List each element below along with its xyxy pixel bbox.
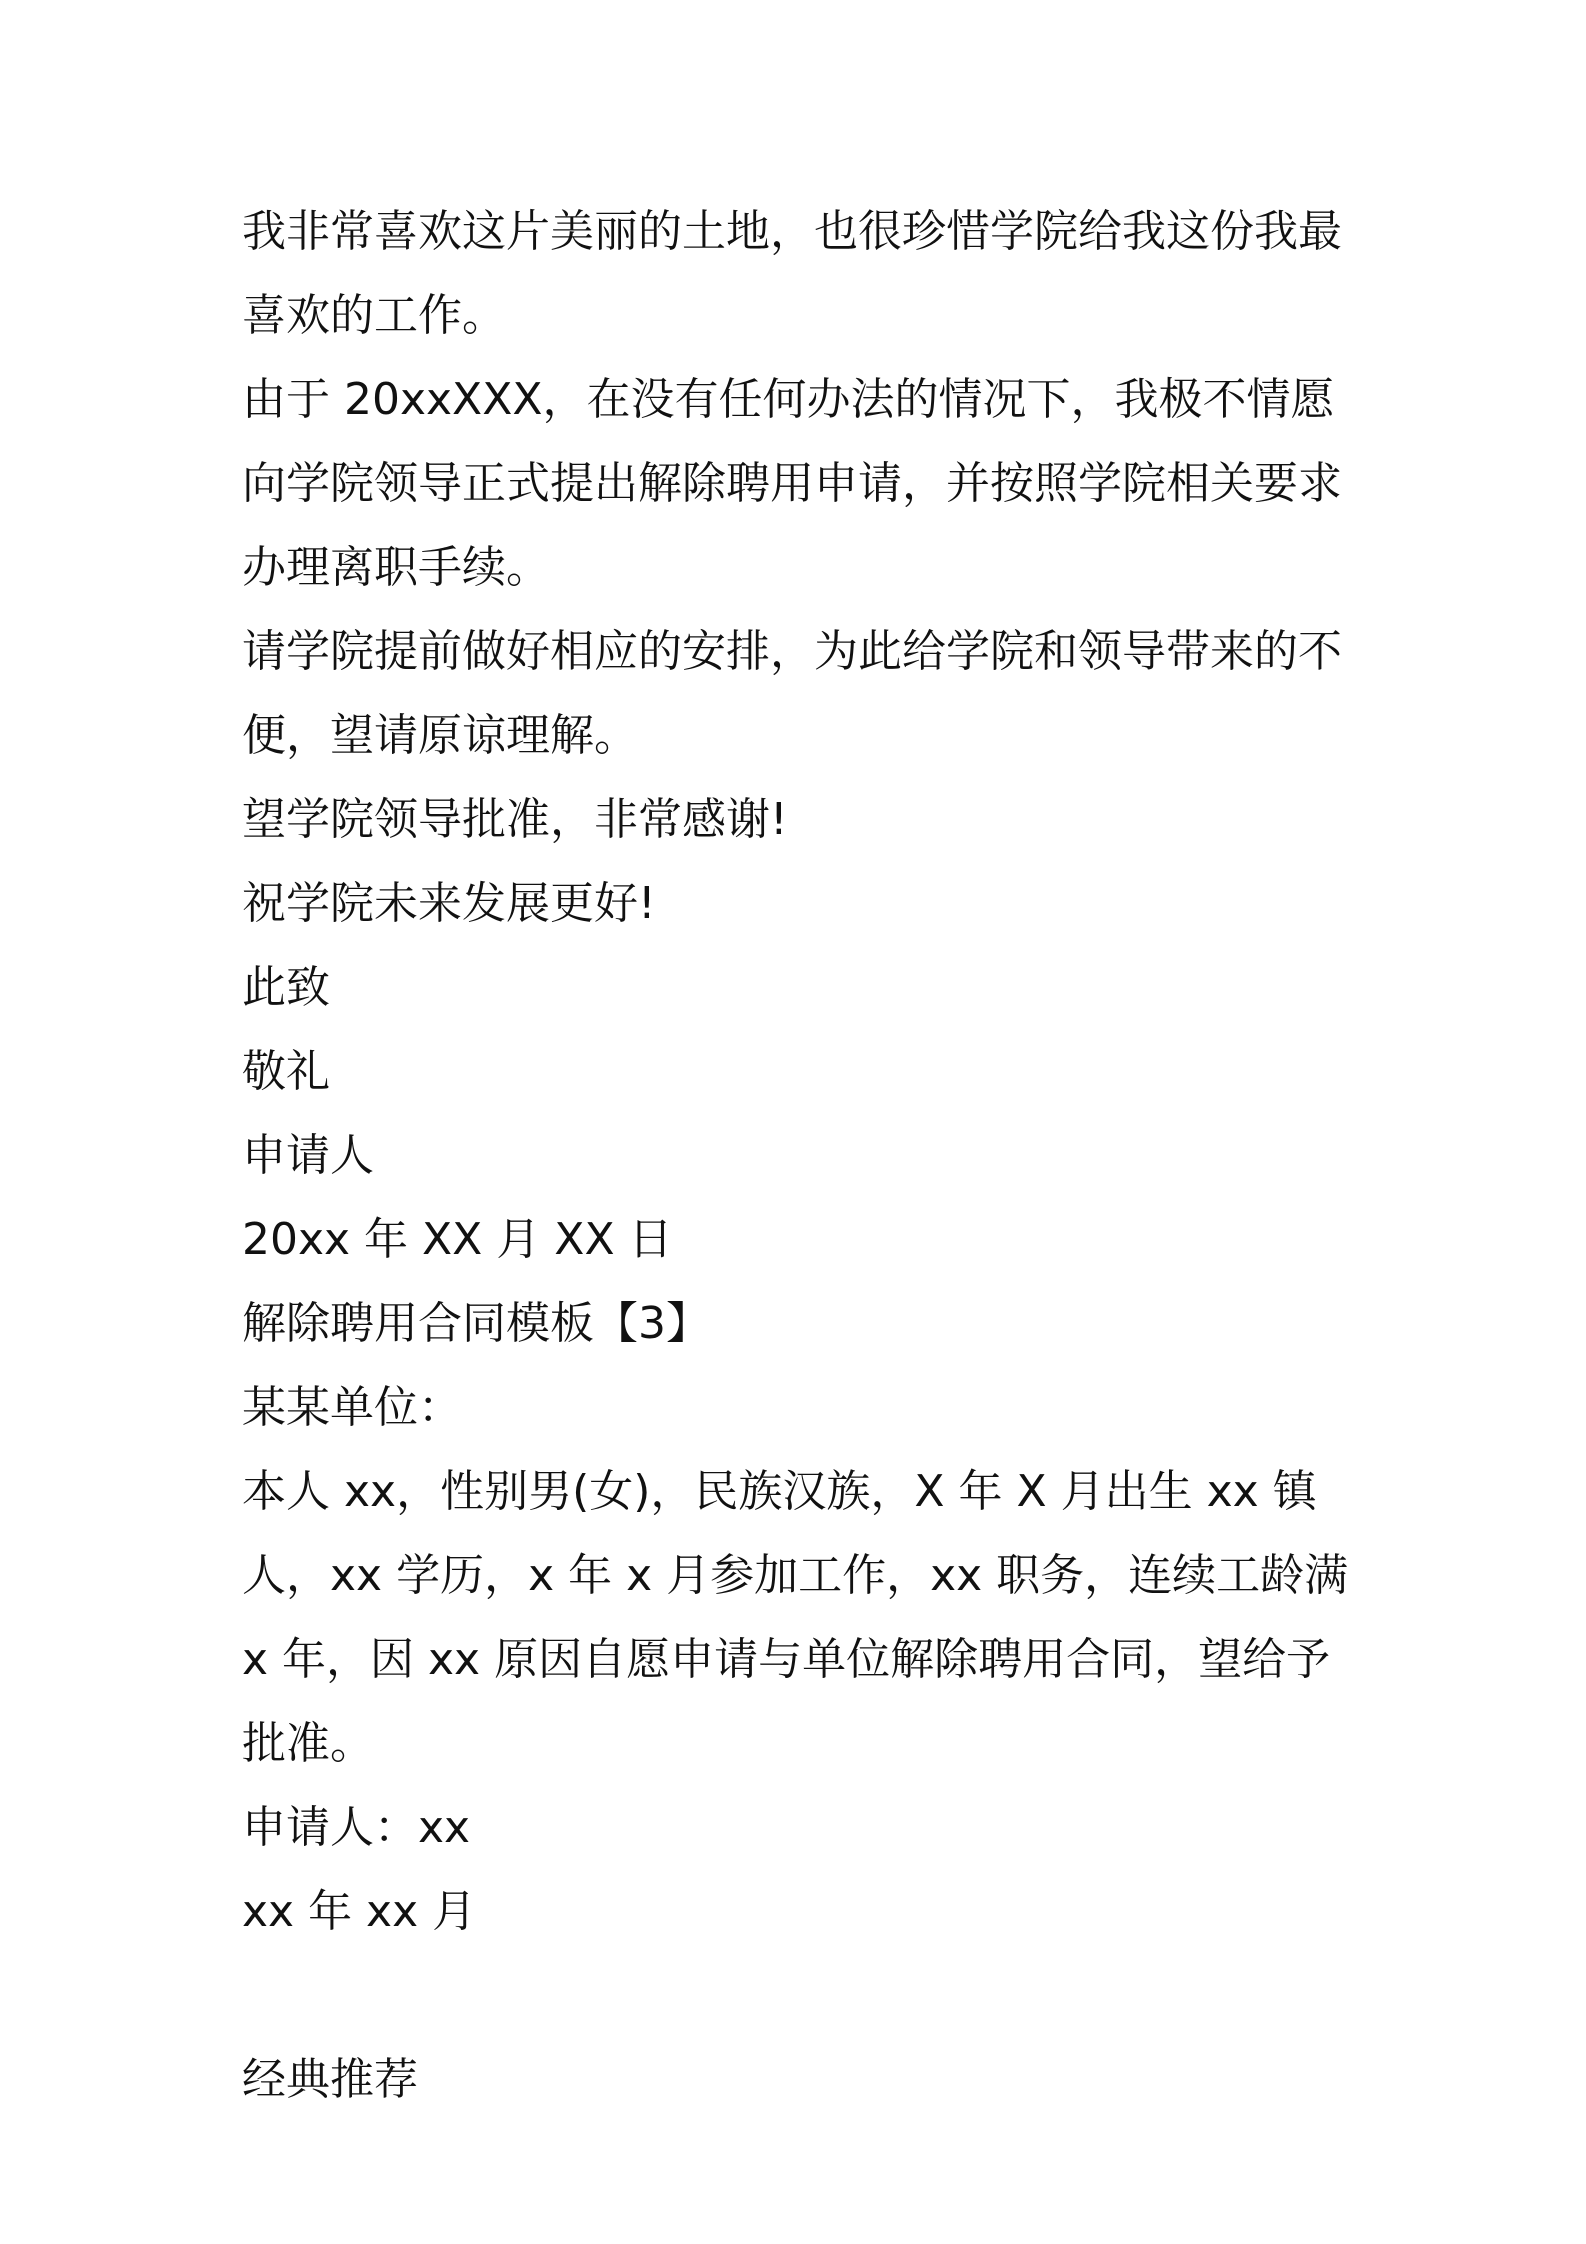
footer-heading: 经典推荐 xyxy=(242,2054,418,2105)
template-signature-date: xx 年 xx 月 xyxy=(242,1886,477,1937)
paragraph-reason: 由于 20xxXXX，在没有任何办法的情况下，我极不情愿向学院领导正式提出解除聘用申请，并按照学院相关要求办理离职手续。 xyxy=(242,374,1342,593)
paragraph-intro: 我非常喜欢这片美丽的土地，也很珍惜学院给我这份我最喜欢的工作。 xyxy=(242,206,1342,341)
recipient-line: 某某单位： xyxy=(242,1382,462,1433)
signature-applicant: 申请人 xyxy=(242,1130,374,1181)
paragraph-wishes: 祝学院未来发展更好! xyxy=(242,878,656,929)
section-gap xyxy=(242,1954,1357,2038)
paragraph-application-body: 本人 xx，性别男(女)，民族汉族，X 年 X 月出生 xx 镇人，xx 学历，x 年 x 月参加工作，xx 职务，连续工龄满 x 年，因 xx 原因自愿申请与单位解除聘用合同，望给予批准。 xyxy=(242,1466,1363,1769)
closing-jing-li: 敬礼 xyxy=(242,1046,330,1097)
signature-date: 20xx 年 XX 月 XX 日 xyxy=(242,1214,673,1265)
template-heading: 解除聘用合同模板【3】 xyxy=(242,1298,710,1349)
paragraph-thanks: 望学院领导批准，非常感谢! xyxy=(242,794,788,845)
template-signature-applicant: 申请人：xx xyxy=(242,1802,471,1853)
document-body xyxy=(242,190,1363,2122)
closing-ci-zhi: 此致 xyxy=(242,962,330,1013)
paragraph-apology: 请学院提前做好相应的安排，为此给学院和领导带来的不便，望请原谅理解。 xyxy=(242,626,1342,761)
